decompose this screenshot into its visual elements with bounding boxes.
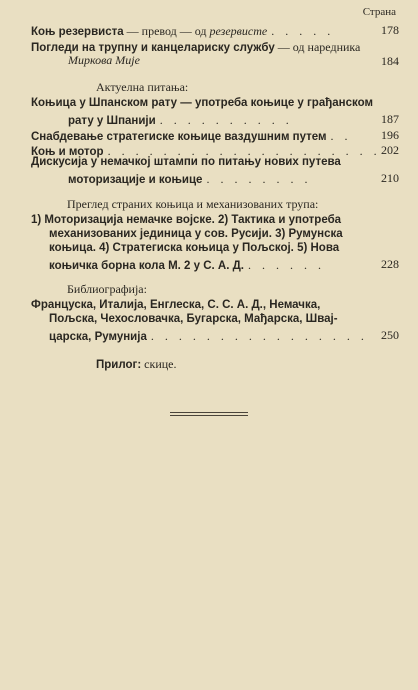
closing-rule-top <box>170 412 248 413</box>
current-item-2-title: Снабдевање стратегиске коњице ваздушним путем <box>31 131 327 143</box>
entry-source: резервисте <box>209 24 268 38</box>
current-item-3-page: 202 <box>381 143 399 157</box>
section-heading-foreign: Преглед страних коњица и механизованих трупа: <box>67 197 319 211</box>
attachment-value: скице. <box>141 357 177 371</box>
closing-rule-bottom <box>170 415 248 416</box>
attachment-label: Прилог: <box>96 359 142 371</box>
current-item-2-dots: . . <box>330 129 352 143</box>
current-item-1-page: 187 <box>381 112 399 126</box>
current-item-3-dots: . . . . . . . . . . . . . . . . . . . . <box>107 144 381 158</box>
bibliography-page: 250 <box>381 328 399 342</box>
entry-2-page: 184 <box>381 54 399 68</box>
page-column-header: Страна <box>362 6 396 18</box>
foreign-line-3: коњица. 4) Стратегиска коњица у Пољској. 5) Нова <box>49 242 340 254</box>
entry-sep: — од наредника <box>274 40 361 54</box>
current-item-4-line2 <box>68 170 311 188</box>
entry-sep: — превод — од <box>123 24 210 38</box>
bibliography-line-1: Француска, Италија, Енглеска, С. С. А. Д., Немачка, <box>31 299 321 311</box>
bibliography-line-2: Пољска, Чехословачка, Бугарска, Мађарска, Швај- <box>49 313 338 325</box>
bibliography-line-3 <box>49 327 368 345</box>
current-item-4-line1: Дискусија у немачкој штампи по питању нових путева <box>31 156 341 168</box>
foreign-page: 228 <box>381 257 399 271</box>
current-item-4-dots: . . . . . . . . <box>206 172 312 186</box>
current-item-1-title: рату у Шпанији <box>68 115 156 127</box>
attachment-line <box>96 355 177 373</box>
entry-1-page: 178 <box>381 23 399 37</box>
foreign-dots: . . . . . . <box>248 258 326 272</box>
entry-title: Коњ резервиста <box>31 26 124 38</box>
foreign-line-4-text: коњичка борна кола М. 2 у С. А. Д. <box>49 260 245 272</box>
bibliography-dots: . . . . . . . . . . . . . . . . <box>150 329 368 343</box>
current-item-2-page: 196 <box>381 128 399 142</box>
current-item-1-line1: Коњица у Шпанском рату — употреба коњице у грађанском <box>31 97 373 109</box>
bibliography-line-3-text: царска, Румунија <box>49 331 147 343</box>
entry-2-author: Миркова Мије <box>68 53 140 67</box>
section-heading-current: Актуелна питања: <box>96 80 189 94</box>
foreign-line-4 <box>49 256 325 274</box>
current-item-1-dots: . . . . . . . . . . <box>159 113 293 127</box>
current-item-3-title: Коњ и мотор <box>31 146 104 158</box>
section-heading-bibliography: Библиографија: <box>67 282 147 296</box>
entry-dots: . . . . . <box>271 24 335 38</box>
foreign-line-1: 1) Моторизација немачке војске. 2) Тактика и употреба <box>31 214 342 226</box>
entry-title: Погледи на трупну и канцелариску службу <box>31 42 275 54</box>
current-item-4-title: моторизације и коњице <box>68 174 203 186</box>
current-item-4-page: 210 <box>381 171 399 185</box>
foreign-line-2: механизованих јединица у сов. Русији. 3) Румунска <box>49 228 343 240</box>
